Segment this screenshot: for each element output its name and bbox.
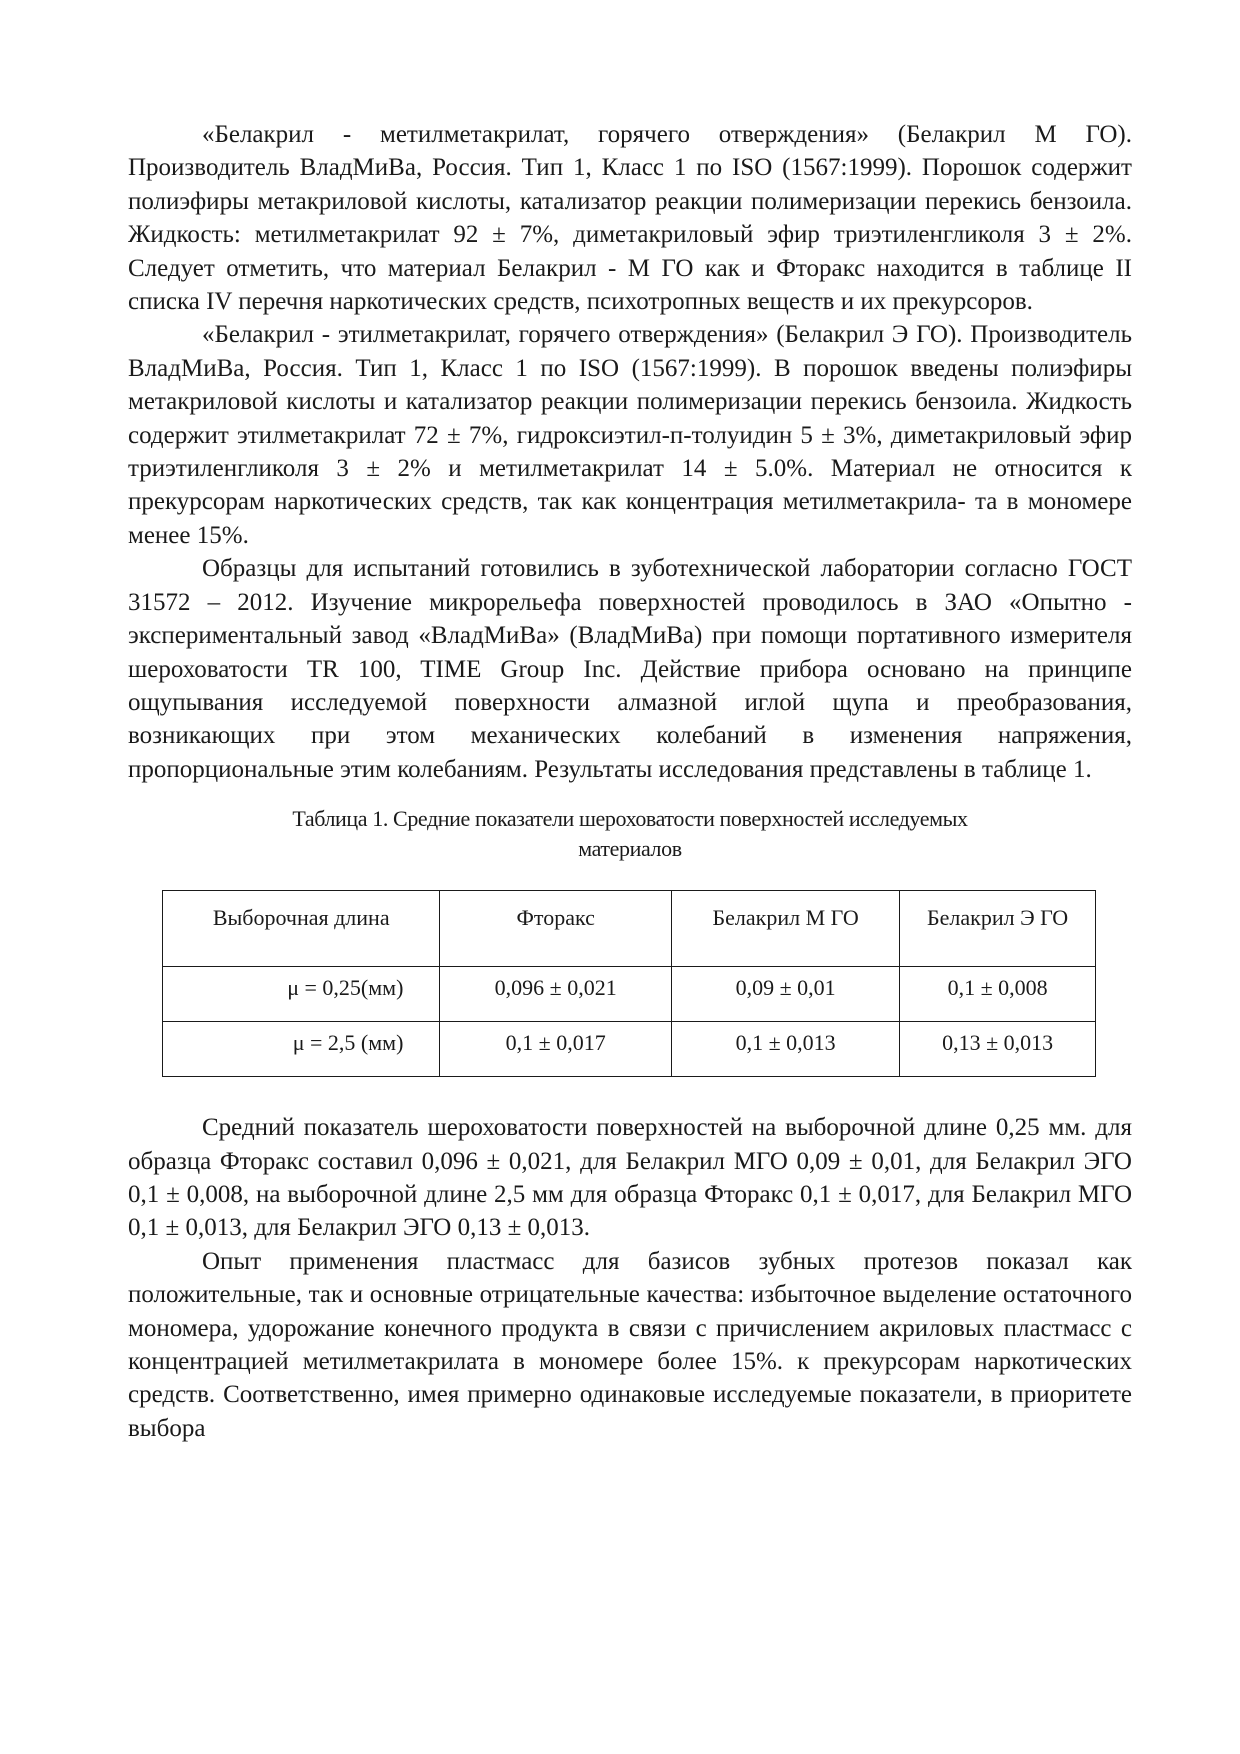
page-content	[128, 118, 1132, 1445]
table-cell-ftoraks: 0,1 ± 0,017	[440, 1022, 672, 1077]
table-cell-ftoraks: 0,096 ± 0,021	[440, 967, 672, 1022]
roughness-table	[162, 890, 1096, 1077]
column-header-belakril-e-go: Белакрил Э ГО	[900, 891, 1096, 967]
column-header-sample-length: Выборочная длина	[163, 891, 440, 967]
column-header-ftoraks: Фторакс	[440, 891, 672, 967]
table-cell-sample-length: μ = 0,25(мм)	[163, 967, 440, 1022]
table-cell-belakril-m-go: 0,1 ± 0,013	[672, 1022, 900, 1077]
table-cell-belakril-m-go: 0,09 ± 0,01	[672, 967, 900, 1022]
table-header-row	[163, 891, 1096, 967]
table-cell-belakril-e-go: 0,13 ± 0,013	[900, 1022, 1096, 1077]
table-row	[163, 1022, 1096, 1077]
spacer	[128, 1077, 1132, 1111]
table-row	[163, 967, 1096, 1022]
column-header-belakril-m-go: Белакрил М ГО	[672, 891, 900, 967]
table-cell-belakril-e-go: 0,1 ± 0,008	[900, 967, 1096, 1022]
table-caption-line-2: материалов	[578, 836, 682, 862]
table-caption	[128, 804, 1132, 864]
table-cell-sample-length: μ = 2,5 (мм)	[163, 1022, 440, 1077]
paragraph-methods: Образцы для испытаний готовились в зуботехнической лаборатории согласно ГОСТ 31572 – 2012. Изучение микрорельефа поверхностей проводилось в ЗАО «Опытно - экспериментальный завод «ВладМиВа» (ВладМиВа) при помощи портативного измерителя шероховатости TR 100, TIME Group Inc. Действие прибора основано на принципе ощупывания исследуемой поверхности алмазной иглой щупа и преобразования, возникающих при этом механических колебаний в изменения напряжения, пропорциональные этим колебаниям. Результаты исследования представлены в таблице 1.	[128, 555, 1132, 783]
paragraph-results: Средний показатель шероховатости поверхностей на выборочной длине 0,25 мм. для образца Фторакс составил 0,096 ± 0,021, для Белакрил МГО 0,09 ± 0,01, для Белакрил ЭГО 0,1 ± 0,008, на выборочной длине 2,5 мм для образца Фторакс 0,1 ± 0,017, для Белакрил МГО 0,1 ± 0,013, для Белакрил ЭГО 0,13 ± 0,013.	[128, 1114, 1132, 1242]
paragraph-conclusion: Опыт применения пластмасс для базисов зубных протезов показал как положительные, так и основные отрицательные качества: избыточное выделение остаточного мономера, удорожание конечного продукта в связи с причислением акриловых пластмасс с концентрацией метилметакрилата в мономере более 15%. к прекурсорам наркотических средств. Соответственно, имея примерно одинаковые исследуемые показатели, в приоритете выбора	[128, 1247, 1132, 1442]
paragraph-belakril-e-go: «Белакрил - этилметакрилат, горячего отверждения» (Белакрил Э ГО). Производитель ВладМиВа, Россия. Тип 1, Класс 1 по ISO (1567:1999). В порошок введены полиэфиры метакриловой кислоты и катализатор реакции полимеризации перекись бензоила. Жидкость содержит этилметакрилат 72 ± 7%, гидроксиэтил-п-толуидин 5 ± 3%, диметакриловый эфир триэтиленгликоля 3 ± 2% и метилметакрилат 14 ± 5.0%. Материал не относится к прекурсорам наркотических средств, так как концентрация метилметакрила- та в мономере менее 15%.	[128, 321, 1132, 549]
table-caption-line-1: Таблица 1. Средние показатели шероховатости поверхностей исследуемых	[292, 806, 968, 832]
paragraph-belakril-m-go: «Белакрил - метилметакрилат, горячего отверждения» (Белакрил М ГО). Производитель ВладМиВа, Россия. Тип 1, Класс 1 по ISO (1567:1999). Порошок содержит полиэфиры метакриловой кислоты, катализатор реакции полимеризации перекись бензоила. Жидкость: метилметакрилат 92 ± 7%, диметакриловый эфир триэтиленгликоля 3 ± 2%. Следует отметить, что материал Белакрил - М ГО как и Фторакс находится в таблице II списка IV перечня наркотических средств, психотропных веществ и их прекурсоров.	[128, 121, 1132, 316]
